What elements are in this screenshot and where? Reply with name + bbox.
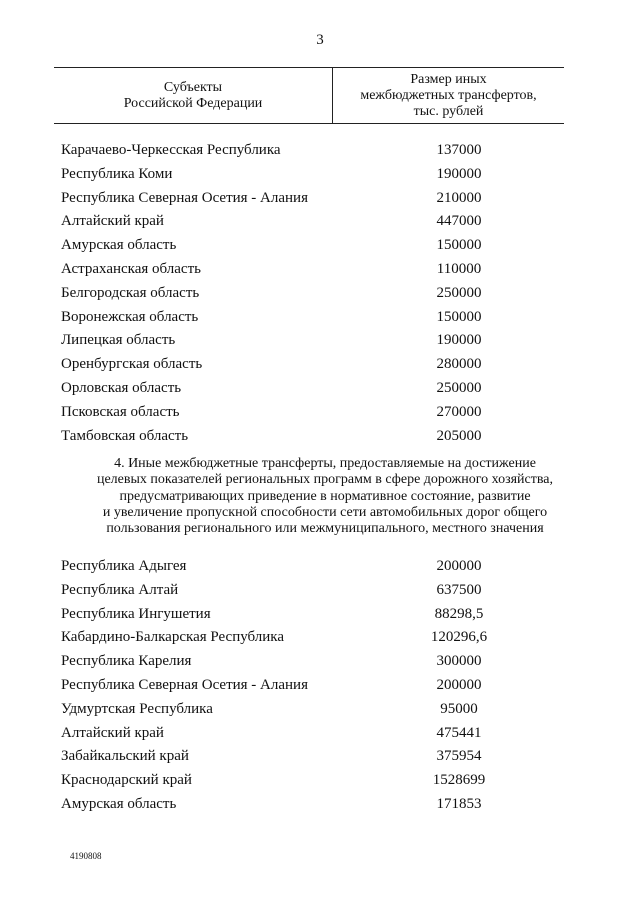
table-row — [61, 674, 581, 698]
transfer-amount: 637500 — [436, 581, 482, 598]
region-name: Республика Адыгея — [61, 558, 187, 574]
table-row — [61, 258, 581, 282]
transfer-amount: 171853 — [436, 795, 482, 812]
table-row — [61, 353, 581, 377]
transfer-amount: 150000 — [436, 237, 482, 254]
region-name: Республика Карелия — [61, 653, 192, 670]
table-row — [61, 282, 581, 306]
transfer-amount: 270000 — [436, 403, 482, 420]
region-name: Республика Алтай — [61, 581, 179, 598]
region-name: Амурская область — [61, 237, 177, 254]
region-name: Астраханская область — [61, 260, 201, 277]
region-name: Республика Северная Осетия - Алания — [61, 189, 308, 206]
table-row — [61, 745, 581, 769]
transfer-amount: 95000 — [440, 700, 478, 717]
region-name: Оренбургская область — [61, 356, 203, 373]
transfer-amount: 250000 — [436, 379, 482, 396]
table-row — [61, 698, 581, 722]
table-row — [61, 722, 581, 746]
header-column-subjects — [54, 68, 333, 123]
transfer-amount: 210000 — [436, 189, 482, 206]
transfer-amount: 280000 — [436, 356, 482, 373]
table-row — [61, 626, 581, 650]
region-name: Республика Северная Осетия - Алания — [61, 676, 308, 693]
table-row — [61, 603, 581, 627]
transfers-table-4 — [61, 555, 581, 817]
region-name: Алтайский край — [61, 724, 164, 741]
table-header — [54, 67, 564, 124]
region-name: Амурская область — [61, 795, 177, 812]
region-name: Белгородская область — [61, 284, 200, 301]
header-amount-label: Размер иных межбюджетных трансфертов, тыс. рублей — [360, 71, 537, 119]
transfer-amount: 137000 — [436, 142, 482, 158]
table-row — [61, 650, 581, 674]
table-row — [61, 306, 581, 330]
transfer-amount: 475441 — [436, 724, 482, 741]
transfer-amount: 88298,5 — [434, 605, 484, 622]
table-row — [61, 769, 581, 793]
transfer-amount: 447000 — [436, 213, 482, 230]
table-row — [61, 329, 581, 353]
region-name: Забайкальский край — [61, 748, 189, 765]
region-name: Краснодарский край — [61, 772, 192, 789]
table-row — [61, 139, 581, 163]
region-name: Кабардино-Балкарская Республика — [61, 629, 285, 646]
transfer-amount: 250000 — [436, 284, 482, 301]
transfer-amount: 205000 — [436, 427, 482, 444]
region-name: Республика Коми — [61, 165, 173, 182]
region-name: Липецкая область — [61, 332, 176, 349]
region-name: Тамбовская область — [61, 427, 189, 444]
region-name: Псковская область — [61, 403, 180, 420]
region-name: Воронежская область — [61, 308, 199, 325]
section-4-title: 4. Иные межбюджетные трансферты, предоставляемые на достижение целевых показателей региональных программ в сфере дорожного хозяйства, предусматривающих приведение в нормативное состояние, развитие и увеличение пропускной способности сети автомобильных дорог общего пользования регионального или межмуниципального, местного значения — [96, 456, 554, 537]
table-row — [61, 425, 581, 449]
transfer-amount: 190000 — [436, 332, 482, 349]
region-name: Удмуртская Республика — [61, 700, 213, 717]
table-row — [61, 401, 581, 425]
transfer-amount: 375954 — [436, 748, 482, 765]
region-name: Карачаево-Черкесская Республика — [61, 142, 281, 158]
header-subjects-label: Субъекты Российской Федерации — [123, 79, 263, 111]
transfers-table-1 — [61, 139, 581, 448]
header-column-amount — [333, 68, 564, 123]
table-row — [61, 234, 581, 258]
table-row — [61, 210, 581, 234]
transfer-amount: 110000 — [436, 260, 482, 277]
table-row — [61, 793, 581, 817]
table-row — [61, 377, 581, 401]
transfer-amount: 1528699 — [432, 772, 486, 789]
page-number: 3 — [316, 32, 324, 48]
region-name: Республика Ингушетия — [61, 605, 211, 622]
transfer-amount: 200000 — [436, 676, 482, 693]
transfer-amount: 200000 — [436, 558, 482, 574]
document-code: 4190808 — [70, 851, 102, 861]
region-name: Алтайский край — [61, 213, 164, 230]
transfer-amount: 300000 — [436, 653, 482, 670]
table-row — [61, 163, 581, 187]
region-name: Орловская область — [61, 379, 182, 396]
transfer-amount: 120296,6 — [430, 629, 488, 646]
table-row — [61, 187, 581, 211]
table-row — [61, 579, 581, 603]
transfer-amount: 190000 — [436, 165, 482, 182]
table-row — [61, 555, 581, 579]
transfer-amount: 150000 — [436, 308, 482, 325]
